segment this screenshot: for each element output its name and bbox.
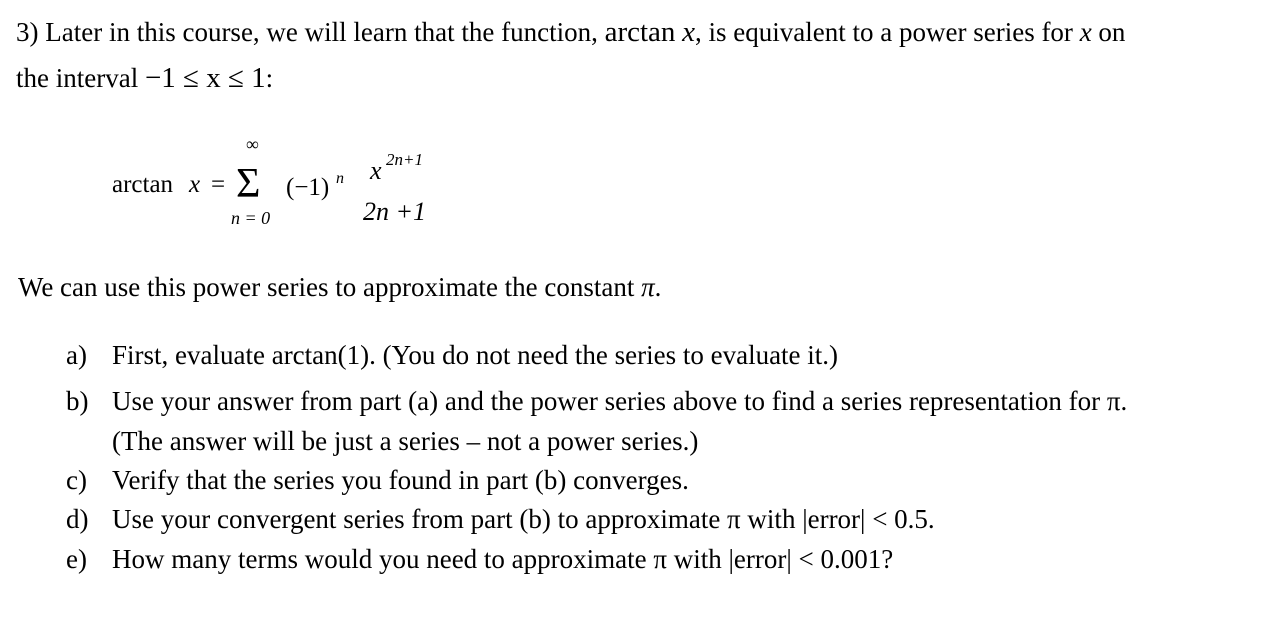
item-label-b: b) (66, 386, 89, 416)
intro-text-4: the interval (16, 63, 145, 93)
intro-text-1: 3) Later in this course, we will learn that the function, (16, 17, 605, 47)
interval: −1 ≤ x ≤ 1 (144, 62, 266, 94)
intro-line-2 (16, 62, 273, 95)
sigma-symbol: Σ (236, 161, 261, 207)
item-label-e: e) (66, 544, 87, 574)
item-text-a: First, evaluate arctan(1). (You do not need the series to evaluate it.) (112, 340, 839, 370)
pi-symbol: π (641, 272, 655, 302)
arctan-var: x (682, 16, 696, 48)
item-label-d: d) (66, 504, 89, 534)
denominator: 2n +1 (363, 197, 427, 226)
arctan-func: arctan (604, 16, 676, 48)
intro-var-x: x (1079, 17, 1092, 47)
item-label-a: a) (66, 340, 87, 370)
numerator-base: x (370, 156, 382, 185)
item-text-b-continuation: (The answer will be just a series – not a power series.) (112, 426, 699, 456)
item-text-c: Verify that the series you found in part (b) converges. (112, 465, 689, 495)
item-text-d: Use your convergent series from part (b) to approximate π with |error| < 0.5. (112, 504, 935, 534)
statement-text: We can use this power series to approximate the constant (18, 272, 642, 302)
item-text-e: How many terms would you need to approximate π with |error| < 0.001? (112, 544, 894, 574)
sign-exponent: n (336, 170, 344, 187)
numerator-exponent: 2n+1 (386, 150, 423, 169)
sign-base: (−1) (286, 174, 330, 201)
lower-limit: n = 0 (231, 208, 271, 228)
formula-equals: = (211, 171, 226, 198)
intro-colon: : (265, 63, 274, 93)
statement (18, 272, 661, 303)
statement-end: . (654, 272, 662, 302)
intro-line-1 (16, 16, 1125, 49)
item-label-c: c) (66, 465, 87, 495)
intro-text-3: on (1091, 17, 1126, 47)
formula-lhs: arctan (112, 171, 174, 198)
formula-lhs-var: x (189, 171, 201, 198)
intro-text-2: , is equivalent to a power series for (695, 17, 1080, 47)
upper-limit: ∞ (246, 134, 259, 154)
item-text-b: Use your answer from part (a) and the power series above to find a series representation for π. (112, 386, 1128, 416)
